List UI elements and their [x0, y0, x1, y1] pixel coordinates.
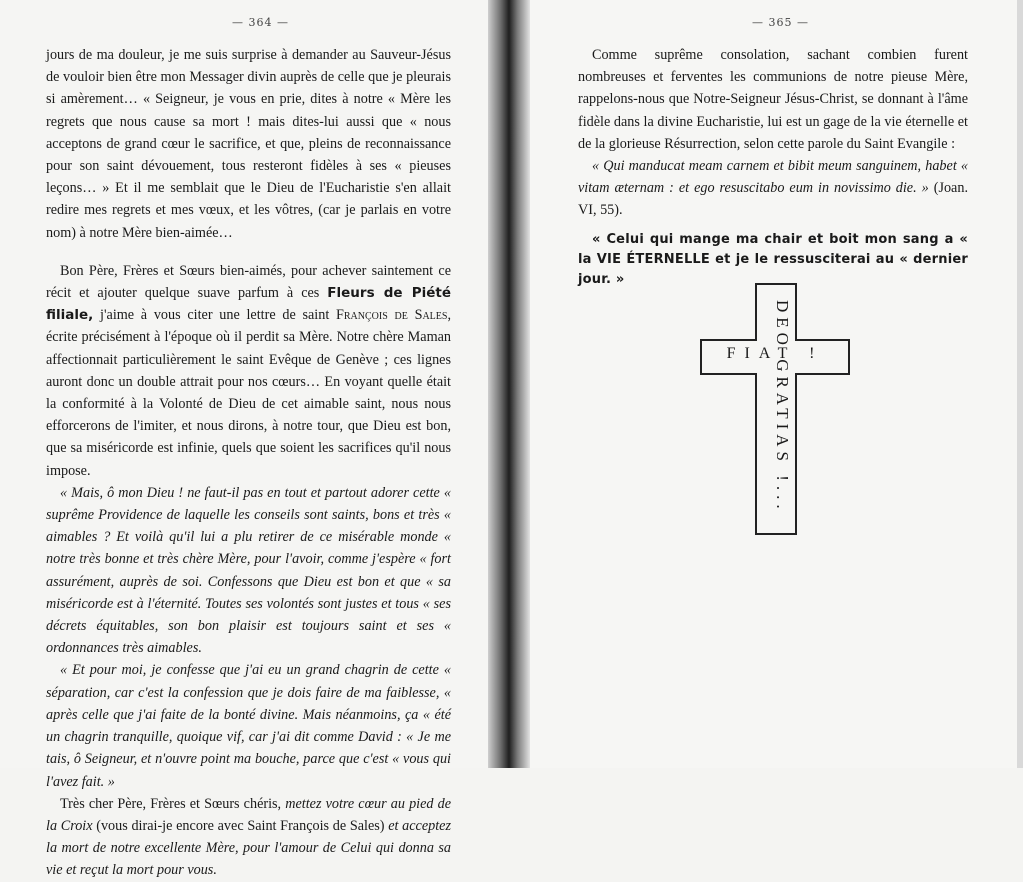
left-paragraph-2: [46, 260, 451, 482]
left-closing-paragraph: [46, 793, 451, 882]
cross-emblem: [700, 283, 850, 533]
closing-part-b: (vous dirai-je encore avec Saint François de Sales): [92, 817, 389, 834]
fleurs-de-piete-title: Fleurs de Piété filiale,: [46, 285, 451, 324]
deo-gratias-text: DEO GRATIAS !...: [773, 300, 792, 514]
saint-name: François de Sales,: [336, 307, 452, 324]
page-number-right: — 365 —: [752, 16, 809, 29]
paragraph-2-part-a: Bon Père, Frères et Sœurs bien-aimés, pour achever saintement ce récit et ajouter quelque suave parfum à ces: [46, 262, 451, 302]
scripture-reference: (Joan. VI, 55).: [578, 180, 968, 219]
letter-quote-2: « Et pour moi, je confesse que j'ai eu un grand chagrin de cette « séparation, car c'est la confession que je dois faire de ma faiblesse, « après celle que j'ai faite de la bonté divine. Mais néanmoins, ça « été un chagrin tranquille, quoique vif, car j'ai dit comme David : « Je me tais, ô Seigneur, et n'ouvre point ma bouche, parce que c'est « vous qui l'avez fait. »: [46, 662, 451, 790]
right-page: [530, 0, 1023, 768]
letter-quote-1: « Mais, ô mon Dieu ! ne faut-il pas en tout et partout adorer cette « suprême Providence de laquelle les conseils sont saints, bons et très « aimables ? Et voilà qu'il lui a plu retirer de ce misérable monde « notre très bonne et très chère Mère, pour l'avoir, comme j'espère « fort assurément, auprès de soi. Confessons que Dieu est bon et que « sa miséricorde est à l'éternité. Toutes ses volontés sont justes et tous « ses décrets équitables, son bon plaisir est toujours saint et ses « ordonnances très aimables.: [46, 484, 451, 657]
left-page: [0, 0, 500, 879]
closing-italic-2: et acceptez la mort de notre excellente Mère, pour l'amour de Celui qui donna sa vie et reçut la mort pour vous.: [46, 817, 451, 879]
left-paragraph-1: jours de ma douleur, je me suis surprise à demander au Sauveur-Jésus de vouloir bien être mon Messager divin auprès de celle que je pleurais si amèrement… « Seigneur, je vous en prie, dites à notre « Mère les regrets que nous cause sa mort ! mais dites-lui aussi que « nous acceptons de grand cœur le sacrifice, et que, pleins de reconnaissance pour son saint dévouement, tous resteront fidèles à ses « pieuses leçons… » Et il me semblait que le Dieu de l'Eucharistie s'en allait redire mes regrets et mes vœux, et les vôtres, (car je parlais en votre nom) à notre Mère bien-aimée…: [46, 47, 451, 241]
book-gutter: [488, 0, 530, 768]
right-paragraph-1: Comme suprême consolation, sachant combien furent nombreuses et ferventes les communions de notre pieuse Mère, rappelons-nous que Notre-Seigneur Jésus-Christ, se donnant à l'âme fidèle dans la divine Eucharistie, lui est un gage de la vie éternelle et de la glorieuse Résurrection, selon cette parole du Saint Evangile :: [578, 47, 968, 152]
closing-italic-1: mettez votre cœur au pied de la Croix: [46, 795, 451, 834]
paragraph-2-part-c: écrite précisément à l'époque où il perdit sa Mère. Notre chère Maman affectionnait particulièrement le saint Evêque de Genève ; ces lignes auront donc un double attrait pour nos cœurs… En voyant quelle était la conformité à la Volonté de Dieu de cet aimable saint, nous nous efforcerons de l'imiter, et nous dirons, à notre tour, que Dieu est bon, que sa miséricorde est infinie, quels que soient les sacrifices qu'il nous impose.: [46, 329, 451, 479]
paragraph-2-part-b: j'aime à vous citer une lettre de saint: [93, 307, 336, 324]
closing-part-a: Très cher Père, Frères et Sœurs chéris,: [60, 795, 286, 812]
page-edge: [1017, 0, 1023, 768]
right-page-text: [578, 44, 968, 290]
fiat-text: FIAT !: [726, 345, 824, 362]
left-page-text: [46, 44, 451, 882]
latin-quote: [578, 155, 968, 222]
page-number-left: — 364 —: [232, 16, 289, 29]
french-bold-quote: « Celui qui mange ma chair et boit mon sang a « la VIE ÉTERNELLE et je le ressusciterai au « dernier jour. »: [578, 231, 968, 287]
latin-quote-text: « Qui manducat meam carnem et bibit meum sanguinem, habet « vitam æternam : et ego resuscitabo eum in novissimo die. »: [578, 158, 968, 197]
